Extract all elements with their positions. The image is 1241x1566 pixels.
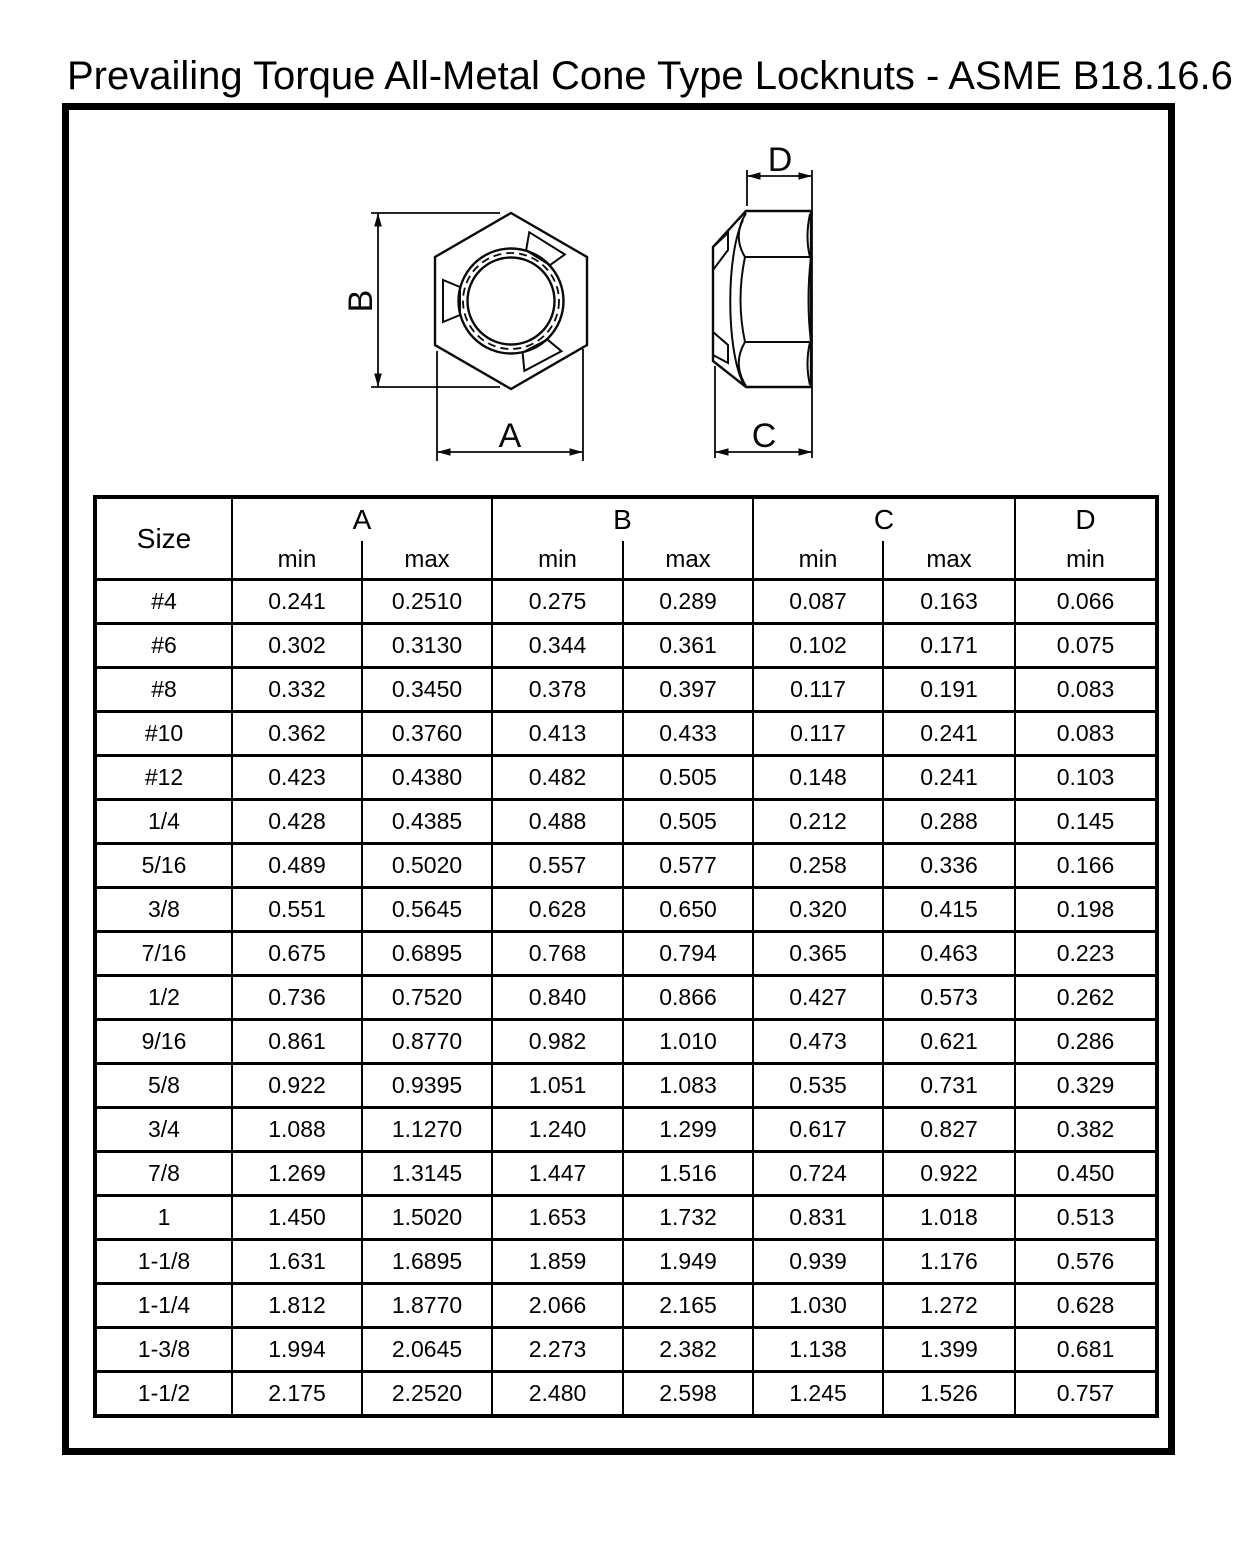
a-max-cell: 0.6895	[362, 932, 492, 976]
d-min-cell: 0.262	[1015, 976, 1157, 1020]
c-max-cell: 0.288	[883, 800, 1015, 844]
face-arc	[808, 342, 811, 385]
b-min-cell: 0.628	[492, 888, 623, 932]
b-max-cell: 1.732	[623, 1196, 753, 1240]
b-min-cell: 1.447	[492, 1152, 623, 1196]
c-max-cell: 0.621	[883, 1020, 1015, 1064]
d-min-cell: 0.075	[1015, 624, 1157, 668]
col-header-c-max: max	[883, 541, 1015, 580]
a-max-cell: 0.8770	[362, 1020, 492, 1064]
a-min-cell: 2.175	[232, 1372, 362, 1417]
c-max-cell: 0.191	[883, 668, 1015, 712]
d-min-cell: 0.166	[1015, 844, 1157, 888]
b-max-cell: 0.505	[623, 756, 753, 800]
a-min-cell: 0.428	[232, 800, 362, 844]
col-header-size: Size	[95, 497, 232, 580]
col-header-b-min: min	[492, 541, 623, 580]
col-header-a-max: max	[362, 541, 492, 580]
b-max-cell: 1.083	[623, 1064, 753, 1108]
a-max-cell: 0.4380	[362, 756, 492, 800]
c-max-cell: 1.272	[883, 1284, 1015, 1328]
a-max-cell: 1.1270	[362, 1108, 492, 1152]
d-min-cell: 0.103	[1015, 756, 1157, 800]
dim-label-d: D	[767, 141, 793, 179]
a-min-cell: 0.302	[232, 624, 362, 668]
c-min-cell: 0.087	[753, 580, 883, 624]
a-min-cell: 0.922	[232, 1064, 362, 1108]
c-max-cell: 0.731	[883, 1064, 1015, 1108]
c-min-cell: 0.617	[753, 1108, 883, 1152]
d-min-cell: 0.576	[1015, 1240, 1157, 1284]
table-row	[95, 1328, 1157, 1372]
a-max-cell: 0.5020	[362, 844, 492, 888]
size-cell: 1/2	[95, 976, 232, 1020]
a-max-cell: 2.0645	[362, 1328, 492, 1372]
col-header-d-min: min	[1015, 541, 1157, 580]
size-cell: #12	[95, 756, 232, 800]
a-max-cell: 0.3450	[362, 668, 492, 712]
table-row	[95, 800, 1157, 844]
b-min-cell: 2.066	[492, 1284, 623, 1328]
size-cell: 1/4	[95, 800, 232, 844]
b-max-cell: 0.289	[623, 580, 753, 624]
size-cell: 1-1/2	[95, 1372, 232, 1417]
size-cell: 1	[95, 1196, 232, 1240]
b-min-cell: 0.378	[492, 668, 623, 712]
c-min-cell: 0.212	[753, 800, 883, 844]
dimension-D	[747, 170, 812, 458]
page-title: Prevailing Torque All-Metal Cone Type Locknuts - ASME B18.16.6	[67, 54, 1233, 98]
table-row	[95, 756, 1157, 800]
table-row	[95, 1196, 1157, 1240]
b-max-cell: 1.010	[623, 1020, 753, 1064]
locknut-technical-drawing	[300, 135, 880, 485]
d-min-cell: 0.066	[1015, 580, 1157, 624]
size-cell: 7/8	[95, 1152, 232, 1196]
col-group-c: C	[753, 497, 1015, 541]
thread-dashed-circle	[463, 253, 559, 349]
size-cell: 1-1/4	[95, 1284, 232, 1328]
table-row	[95, 712, 1157, 756]
b-min-cell: 1.051	[492, 1064, 623, 1108]
a-min-cell: 0.423	[232, 756, 362, 800]
col-header-a-min: min	[232, 541, 362, 580]
dim-label-c: C	[751, 417, 777, 455]
c-max-cell: 1.399	[883, 1328, 1015, 1372]
a-max-cell: 1.6895	[362, 1240, 492, 1284]
col-group-d: D	[1015, 497, 1157, 541]
b-min-cell: 0.840	[492, 976, 623, 1020]
d-min-cell: 0.198	[1015, 888, 1157, 932]
c-min-cell: 0.365	[753, 932, 883, 976]
a-min-cell: 0.489	[232, 844, 362, 888]
b-max-cell: 0.866	[623, 976, 753, 1020]
d-min-cell: 0.083	[1015, 668, 1157, 712]
col-header-b-max: max	[623, 541, 753, 580]
c-min-cell: 0.258	[753, 844, 883, 888]
b-max-cell: 1.299	[623, 1108, 753, 1152]
c-min-cell: 1.030	[753, 1284, 883, 1328]
cone-lock-indent	[516, 336, 561, 371]
a-max-cell: 0.3760	[362, 712, 492, 756]
size-cell: 7/16	[95, 932, 232, 976]
a-max-cell: 0.7520	[362, 976, 492, 1020]
table-row	[95, 624, 1157, 668]
d-min-cell: 0.513	[1015, 1196, 1157, 1240]
locknut-dimensions-table	[93, 495, 1159, 1418]
size-cell: 9/16	[95, 1020, 232, 1064]
a-max-cell: 1.8770	[362, 1284, 492, 1328]
b-min-cell: 2.480	[492, 1372, 623, 1417]
b-min-cell: 1.653	[492, 1196, 623, 1240]
c-max-cell: 1.018	[883, 1196, 1015, 1240]
a-max-cell: 0.5645	[362, 888, 492, 932]
col-group-b: B	[492, 497, 753, 541]
c-max-cell: 0.573	[883, 976, 1015, 1020]
d-min-cell: 0.757	[1015, 1372, 1157, 1417]
d-min-cell: 0.382	[1015, 1108, 1157, 1152]
b-min-cell: 0.488	[492, 800, 623, 844]
c-max-cell: 0.336	[883, 844, 1015, 888]
size-cell: #4	[95, 580, 232, 624]
face-arc	[739, 213, 746, 257]
a-min-cell: 0.551	[232, 888, 362, 932]
c-min-cell: 0.535	[753, 1064, 883, 1108]
c-max-cell: 0.241	[883, 712, 1015, 756]
col-header-c-min: min	[753, 541, 883, 580]
a-min-cell: 1.994	[232, 1328, 362, 1372]
a-min-cell: 0.736	[232, 976, 362, 1020]
a-max-cell: 0.9395	[362, 1064, 492, 1108]
d-min-cell: 0.223	[1015, 932, 1157, 976]
a-min-cell: 1.450	[232, 1196, 362, 1240]
a-min-cell: 1.812	[232, 1284, 362, 1328]
dim-label-b: B	[342, 289, 380, 313]
c-min-cell: 1.138	[753, 1328, 883, 1372]
c-min-cell: 0.939	[753, 1240, 883, 1284]
size-cell: 3/8	[95, 888, 232, 932]
a-min-cell: 0.675	[232, 932, 362, 976]
b-max-cell: 0.433	[623, 712, 753, 756]
c-min-cell: 1.245	[753, 1372, 883, 1417]
a-min-cell: 1.631	[232, 1240, 362, 1284]
table-row	[95, 668, 1157, 712]
b-min-cell: 0.768	[492, 932, 623, 976]
c-max-cell: 0.415	[883, 888, 1015, 932]
a-max-cell: 0.4385	[362, 800, 492, 844]
table-row	[95, 1064, 1157, 1108]
table-row	[95, 888, 1157, 932]
face-arc	[741, 257, 746, 342]
d-min-cell: 0.628	[1015, 1284, 1157, 1328]
a-max-cell: 2.2520	[362, 1372, 492, 1417]
b-max-cell: 0.650	[623, 888, 753, 932]
inner-bore-circle	[468, 258, 555, 345]
cone-lock-indent	[520, 232, 565, 269]
c-max-cell: 1.176	[883, 1240, 1015, 1284]
c-min-cell: 0.473	[753, 1020, 883, 1064]
c-min-cell: 0.831	[753, 1196, 883, 1240]
c-min-cell: 0.117	[753, 668, 883, 712]
c-max-cell: 1.526	[883, 1372, 1015, 1417]
table-row	[95, 976, 1157, 1020]
front-view	[435, 213, 587, 389]
c-min-cell: 0.320	[753, 888, 883, 932]
c-min-cell: 0.724	[753, 1152, 883, 1196]
c-min-cell: 0.117	[753, 712, 883, 756]
b-min-cell: 0.482	[492, 756, 623, 800]
a-min-cell: 0.332	[232, 668, 362, 712]
b-max-cell: 0.577	[623, 844, 753, 888]
chamfer-facet	[713, 332, 728, 363]
b-max-cell: 2.382	[623, 1328, 753, 1372]
c-max-cell: 0.922	[883, 1152, 1015, 1196]
table-row	[95, 1372, 1157, 1417]
b-min-cell: 1.240	[492, 1108, 623, 1152]
d-min-cell: 0.145	[1015, 800, 1157, 844]
table-row	[95, 1284, 1157, 1328]
b-max-cell: 1.949	[623, 1240, 753, 1284]
size-cell: 1-3/8	[95, 1328, 232, 1372]
b-max-cell: 2.598	[623, 1372, 753, 1417]
table-row	[95, 1020, 1157, 1064]
a-min-cell: 0.861	[232, 1020, 362, 1064]
d-min-cell: 0.329	[1015, 1064, 1157, 1108]
table-row	[95, 1152, 1157, 1196]
a-max-cell: 1.5020	[362, 1196, 492, 1240]
a-max-cell: 0.3130	[362, 624, 492, 668]
dim-label-a: A	[498, 417, 522, 455]
a-min-cell: 0.241	[232, 580, 362, 624]
table-row	[95, 580, 1157, 624]
b-min-cell: 0.413	[492, 712, 623, 756]
c-max-cell: 0.163	[883, 580, 1015, 624]
size-cell: #8	[95, 668, 232, 712]
a-min-cell: 1.088	[232, 1108, 362, 1152]
size-cell: #6	[95, 624, 232, 668]
side-view	[713, 211, 811, 387]
c-max-cell: 0.463	[883, 932, 1015, 976]
b-max-cell: 0.397	[623, 668, 753, 712]
size-cell: 5/8	[95, 1064, 232, 1108]
b-min-cell: 0.344	[492, 624, 623, 668]
col-group-a: A	[232, 497, 492, 541]
d-min-cell: 0.083	[1015, 712, 1157, 756]
c-max-cell: 0.827	[883, 1108, 1015, 1152]
d-min-cell: 0.681	[1015, 1328, 1157, 1372]
a-min-cell: 0.362	[232, 712, 362, 756]
a-max-cell: 1.3145	[362, 1152, 492, 1196]
b-min-cell: 0.557	[492, 844, 623, 888]
size-cell: 5/16	[95, 844, 232, 888]
b-max-cell: 1.516	[623, 1152, 753, 1196]
b-max-cell: 0.505	[623, 800, 753, 844]
table-row	[95, 932, 1157, 976]
b-min-cell: 0.275	[492, 580, 623, 624]
b-max-cell: 2.165	[623, 1284, 753, 1328]
c-min-cell: 0.102	[753, 624, 883, 668]
b-max-cell: 0.361	[623, 624, 753, 668]
c-max-cell: 0.241	[883, 756, 1015, 800]
b-min-cell: 1.859	[492, 1240, 623, 1284]
face-arc	[808, 214, 811, 257]
d-min-cell: 0.450	[1015, 1152, 1157, 1196]
d-min-cell: 0.286	[1015, 1020, 1157, 1064]
a-max-cell: 0.2510	[362, 580, 492, 624]
table-row	[95, 1240, 1157, 1284]
size-cell: #10	[95, 712, 232, 756]
size-cell: 3/4	[95, 1108, 232, 1152]
b-max-cell: 0.794	[623, 932, 753, 976]
size-cell: 1-1/8	[95, 1240, 232, 1284]
table-row	[95, 1108, 1157, 1152]
c-min-cell: 0.148	[753, 756, 883, 800]
c-min-cell: 0.427	[753, 976, 883, 1020]
b-min-cell: 2.273	[492, 1328, 623, 1372]
table-row	[95, 844, 1157, 888]
a-min-cell: 1.269	[232, 1152, 362, 1196]
b-min-cell: 0.982	[492, 1020, 623, 1064]
c-max-cell: 0.171	[883, 624, 1015, 668]
